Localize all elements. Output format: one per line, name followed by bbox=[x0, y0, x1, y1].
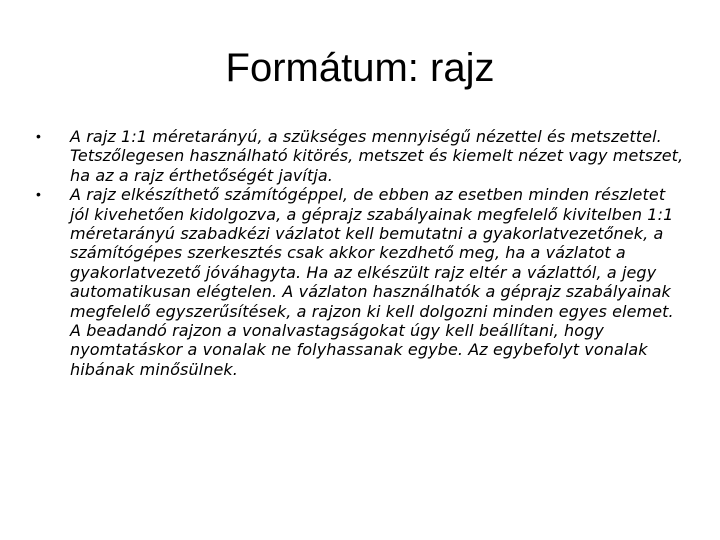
bullet-item bbox=[36, 127, 686, 185]
bullet-list bbox=[36, 127, 686, 379]
bullet-item bbox=[36, 185, 686, 379]
slide-title: Formátum: rajz bbox=[225, 46, 495, 90]
bullet-marker: • bbox=[36, 186, 42, 203]
bullet-text: A rajz 1:1 méretarányú, a szükséges mennyiségű nézettel és metszettel. Tetszőlegesen használható kitörés, metszet és kiemelt nézet vagy metszet, ha az a rajz érthetőségét javítja. bbox=[70, 127, 684, 185]
bullet-text: A rajz elkészíthető számítógéppel, de ebben az esetben minden részletet jól kivehetően kidolgozva, a géprajz szabályainak megfelelő kivitelben 1:1 méretarányú szabadkézi vázlatot kell bemutatni a gyakorlatvezetőnek, a számítógépes szerkesztés csak akkor kezdhető meg, ha a vázlatot a gyakorlatvezető jóváhagyta. Ha az elkészült rajz eltér a vázlattól, a jegy automatikusan elégtelen. A vázlaton használhatók a géprajz szabályainak megfelelő egyszerűsítések, a rajzon ki kell dolgozni minden egyes elemet. A beadandó rajzon a vonalvastagságokat úgy kell beállítani, hogy nyomtatáskor a vonalak ne folyhassanak egybe. Az egybefolyt vonalak hibának minősülnek. bbox=[70, 185, 674, 379]
bullet-marker: • bbox=[36, 128, 42, 144]
